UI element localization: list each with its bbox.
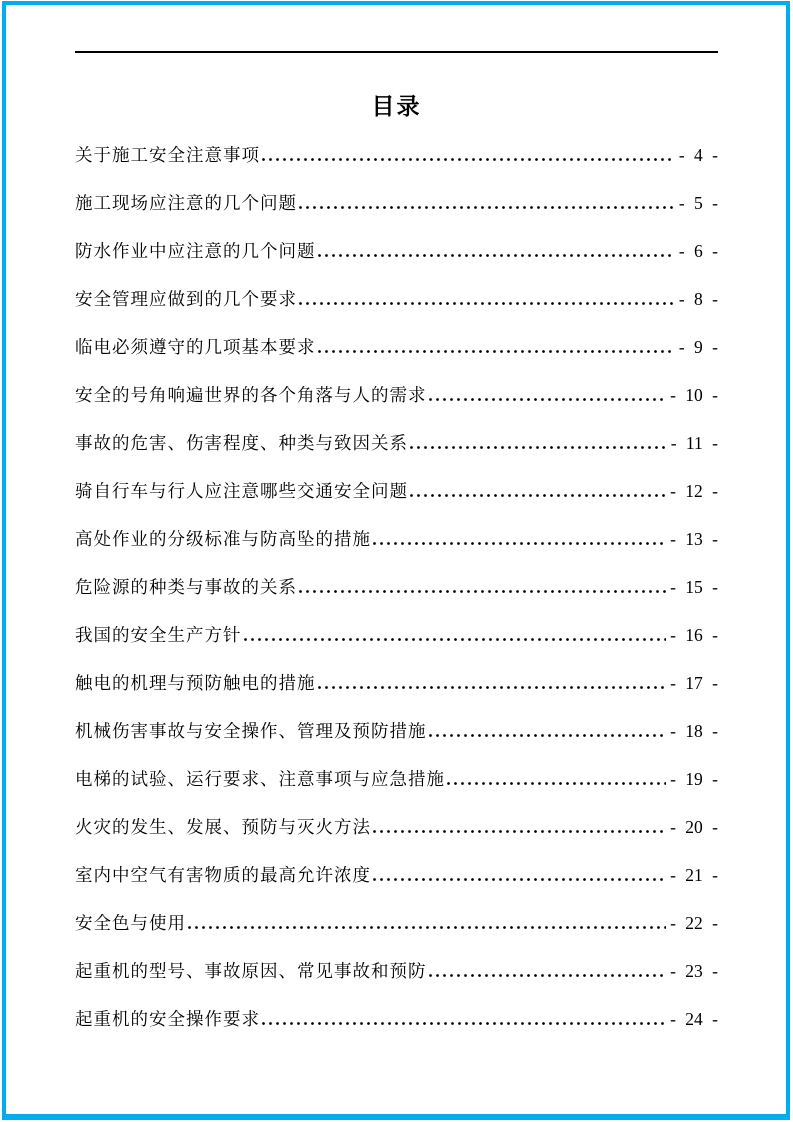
dot-leader <box>373 830 666 833</box>
toc-entry-title: 安全色与使用 <box>75 913 186 933</box>
toc-entry-title: 事故的危害、伤害程度、种类与致因关系 <box>75 433 408 453</box>
toc-entry-page: - 8 - <box>678 289 718 309</box>
dot-leader <box>318 350 675 353</box>
toc-entry-title: 关于施工安全注意事项 <box>75 145 260 165</box>
dot-leader <box>262 158 675 161</box>
dot-leader <box>447 782 666 785</box>
page-title: 目录 <box>371 93 422 119</box>
toc-entry[interactable] <box>75 611 718 659</box>
toc-entry-page: - 17 - <box>670 673 718 693</box>
dot-leader <box>244 638 667 641</box>
dot-leader <box>188 926 666 929</box>
toc-entry[interactable] <box>75 851 718 899</box>
toc-entry-title: 触电的机理与预防触电的措施 <box>75 673 316 693</box>
toc-entry-title: 安全管理应做到的几个要求 <box>75 289 297 309</box>
toc-entry-page: - 10 - <box>670 385 718 405</box>
toc-entry-page: - 4 - <box>678 145 718 165</box>
toc-entry-title: 起重机的型号、事故原因、常见事故和预防 <box>75 961 427 981</box>
toc-entry[interactable] <box>75 803 718 851</box>
toc-entry-title: 电梯的试验、运行要求、注意事项与应急措施 <box>75 769 445 789</box>
dot-leader <box>318 686 667 689</box>
toc-entry-page: - 12 - <box>670 481 718 501</box>
toc-entry[interactable] <box>75 179 718 227</box>
toc-entry[interactable] <box>75 227 718 275</box>
dot-leader <box>373 542 666 545</box>
toc-entry[interactable] <box>75 899 718 947</box>
toc-list <box>75 131 718 1043</box>
toc-entry-title: 高处作业的分级标准与防高坠的措施 <box>75 529 371 549</box>
toc-entry[interactable] <box>75 995 718 1043</box>
dot-leader <box>318 254 675 257</box>
toc-entry-page: - 16 - <box>670 625 718 645</box>
dot-leader <box>373 878 666 881</box>
toc-entry-page: - 19 - <box>670 769 718 789</box>
toc-entry[interactable] <box>75 563 718 611</box>
dot-leader <box>410 494 666 497</box>
toc-entry-page: - 5 - <box>678 193 718 213</box>
header-rule <box>75 51 718 53</box>
dot-leader <box>410 446 667 449</box>
toc-entry-page: - 11 - <box>670 433 718 453</box>
toc-entry[interactable] <box>75 515 718 563</box>
toc-entry[interactable] <box>75 467 718 515</box>
toc-entry-title: 临电必须遵守的几项基本要求 <box>75 337 316 357</box>
toc-entry-page: - 18 - <box>670 721 718 741</box>
toc-entry-page: - 20 - <box>670 817 718 837</box>
toc-entry-title: 起重机的安全操作要求 <box>75 1009 260 1029</box>
toc-entry-title: 施工现场应注意的几个问题 <box>75 193 297 213</box>
toc-entry[interactable] <box>75 707 718 755</box>
toc-entry-title: 防水作业中应注意的几个问题 <box>75 241 316 261</box>
toc-entry-title: 安全的号角响遍世界的各个角落与人的需求 <box>75 385 427 405</box>
toc-entry-page: - 13 - <box>670 529 718 549</box>
toc-entry[interactable] <box>75 371 718 419</box>
dot-leader <box>429 398 667 401</box>
toc-entry-title: 骑自行车与行人应注意哪些交通安全问题 <box>75 481 408 501</box>
toc-entry-page: - 21 - <box>670 865 718 885</box>
toc-entry[interactable] <box>75 131 718 179</box>
dot-leader <box>262 1022 666 1025</box>
toc-entry-title: 机械伤害事故与安全操作、管理及预防措施 <box>75 721 427 741</box>
toc-entry-page: - 23 - <box>670 961 718 981</box>
dot-leader <box>299 590 666 593</box>
toc-entry[interactable] <box>75 323 718 371</box>
toc-entry[interactable] <box>75 419 718 467</box>
toc-entry-page: - 22 - <box>670 913 718 933</box>
toc-entry[interactable] <box>75 947 718 995</box>
toc-entry-page: - 24 - <box>670 1009 718 1029</box>
toc-entry[interactable] <box>75 659 718 707</box>
toc-entry-page: - 9 - <box>678 337 718 357</box>
toc-entry-title: 危险源的种类与事故的关系 <box>75 577 297 597</box>
dot-leader <box>299 206 675 209</box>
toc-entry[interactable] <box>75 275 718 323</box>
toc-entry-title: 室内中空气有害物质的最高允许浓度 <box>75 865 371 885</box>
toc-entry-page: - 15 - <box>670 577 718 597</box>
dot-leader <box>429 974 667 977</box>
toc-entry[interactable] <box>75 755 718 803</box>
toc-entry-title: 火灾的发生、发展、预防与灭火方法 <box>75 817 371 837</box>
toc-entry-title: 我国的安全生产方针 <box>75 625 242 645</box>
dot-leader <box>299 302 675 305</box>
toc-entry-page: - 6 - <box>678 241 718 261</box>
dot-leader <box>429 734 667 737</box>
